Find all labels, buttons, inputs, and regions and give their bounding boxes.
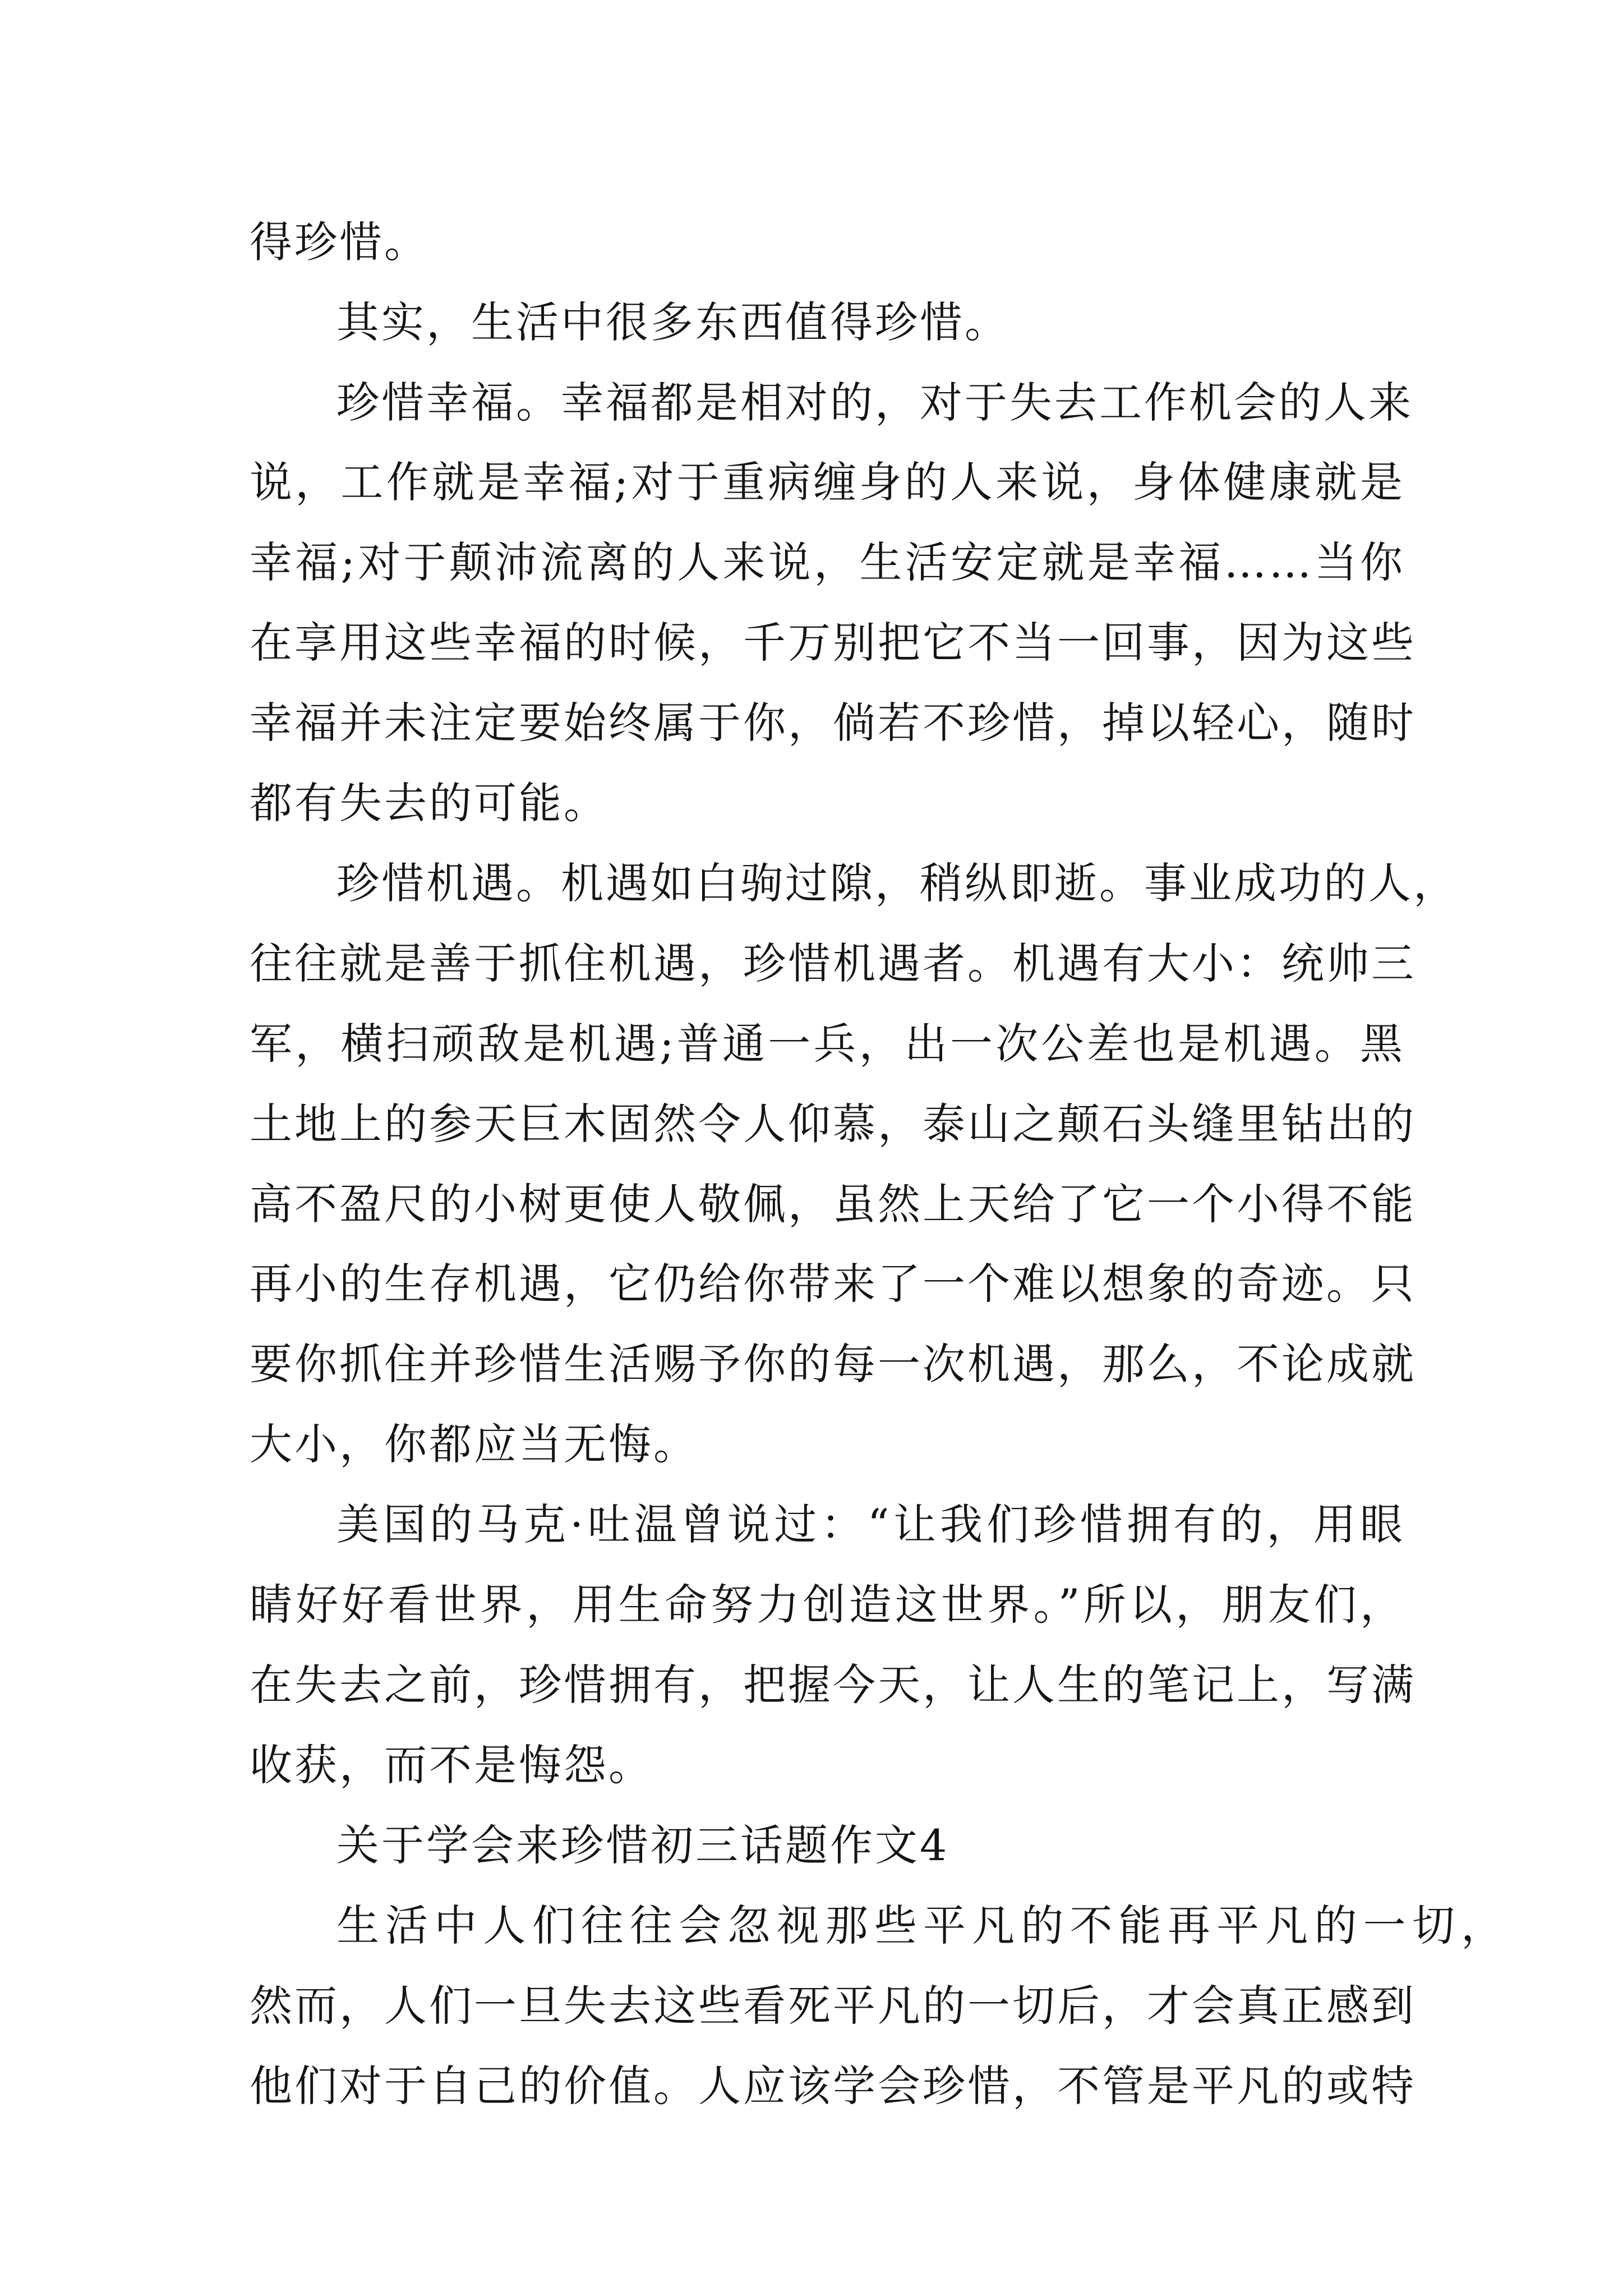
text-line: 在享用这些幸福的时候，千万别把它不当一回事，因为这些: [250, 618, 1416, 668]
paragraph-start: 美国的马克·吐温曾说过：“让我们珍惜拥有的，用眼: [336, 1499, 1405, 1549]
text-line: 幸福;对于颠沛流离的人来说，生活安定就是幸福……当你: [250, 537, 1405, 587]
text-line: 高不盈尺的小树更使人敬佩，虽然上天给了它一个小得不能: [250, 1179, 1416, 1229]
paragraph-start: 其实，生活中很多东西值得珍惜。: [336, 297, 1009, 347]
paragraph-start: 珍惜机遇。机遇如白驹过隙，稍纵即逝。事业成功的人，: [336, 858, 1458, 908]
text-line: 睛好好看世界，用生命努力创造这世界。”所以，朋友们，: [250, 1580, 1405, 1630]
text-line: 收获，而不是悔怨。: [250, 1740, 653, 1790]
text-line: 都有失去的可能。: [250, 778, 608, 828]
text-line: 在失去之前，珍惜拥有，把握今天，让人生的笔记上，写满: [250, 1660, 1416, 1710]
text-line: 军，横扫顽敌是机遇;普通一兵，出一次公差也是机遇。黑: [250, 1019, 1405, 1069]
section-heading: 关于学会来珍惜初三话题作文4: [336, 1820, 949, 1870]
text-line: 往往就是善于抓住机遇，珍惜机遇者。机遇有大小：统帅三: [250, 938, 1416, 988]
text-line: 再小的生存机遇，它仍给你带来了一个难以想象的奇迹。只: [250, 1259, 1416, 1309]
paragraph-start: 珍惜幸福。幸福都是相对的，对于失去工作机会的人来: [336, 378, 1413, 427]
text-line: 得珍惜。: [250, 217, 429, 267]
text-line: 说，工作就是幸福;对于重病缠身的人来说，身体健康就是: [250, 457, 1405, 507]
text-line: 幸福并未注定要始终属于你，倘若不珍惜，掉以轻心，随时: [250, 698, 1416, 748]
text-line: 然而，人们一旦失去这些看死平凡的一切后，才会真正感到: [250, 1981, 1416, 2031]
text-line: 大小，你都应当无悔。: [250, 1419, 698, 1469]
text-line: 他们对于自己的价值。人应该学会珍惜，不管是平凡的或特: [250, 2061, 1416, 2111]
text-line: 要你抓住并珍惜生活赐予你的每一次机遇，那么，不论成就: [250, 1339, 1416, 1389]
text-line: 土地上的参天巨木固然令人仰慕，泰山之颠石头缝里钻出的: [250, 1099, 1416, 1149]
paragraph-start: 生活中人们往往会忽视那些平凡的不能再平凡的一切，: [336, 1901, 1506, 1950]
